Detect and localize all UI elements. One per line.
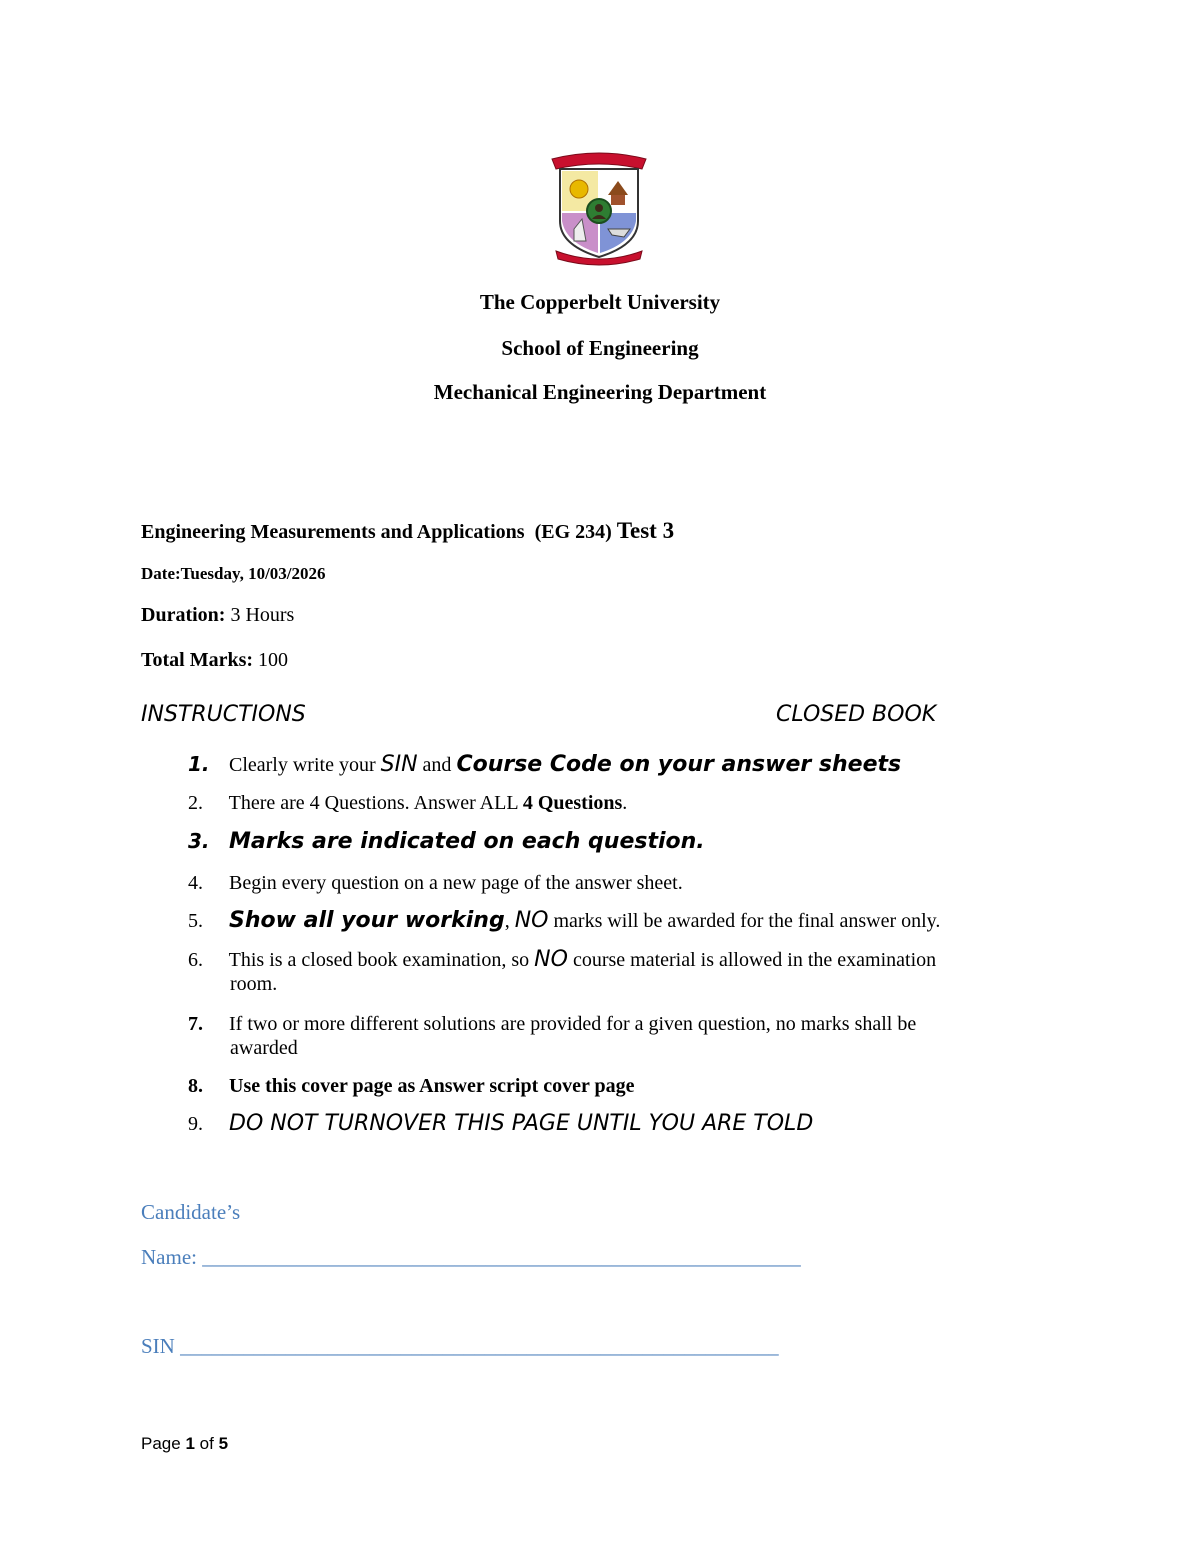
course-title: Engineering Measurements and Applications xyxy=(141,521,525,543)
item-number: 1. xyxy=(188,752,210,776)
item-text: DO NOT TURNOVER THIS PAGE UNTIL YOU ARE TOLD xyxy=(229,1111,814,1136)
instruction-item-1 xyxy=(188,752,1068,777)
instruction-item-5 xyxy=(188,909,1068,933)
item-text: Show all your working xyxy=(229,908,505,933)
duration-value: 3 Hours xyxy=(230,604,295,626)
instruction-item-7 xyxy=(188,1012,1068,1060)
page-label: Page xyxy=(141,1434,181,1453)
sin-label: SIN xyxy=(141,1334,175,1358)
sin-field[interactable] xyxy=(141,1334,779,1359)
page-footer xyxy=(141,1434,228,1454)
item-text: Use this cover page as Answer script cover page xyxy=(229,1075,635,1097)
school-name: School of Engineering xyxy=(501,336,699,360)
item-text: If two or more different solutions are provided for a given question, no marks shall be xyxy=(229,1013,917,1035)
total-marks-label: Total Marks: xyxy=(141,649,254,671)
item-text: room. xyxy=(230,973,278,995)
university-crest-icon xyxy=(546,145,652,267)
candidate-label: Candidate’s xyxy=(141,1200,241,1224)
sin-underline: _________________________________________________________ xyxy=(180,1334,779,1358)
total-marks-line xyxy=(141,649,288,672)
date-label: Date: xyxy=(141,564,181,583)
instruction-item-4 xyxy=(188,871,1068,895)
total-marks-value: 100 xyxy=(258,649,289,671)
instruction-item-8 xyxy=(188,1074,1068,1098)
instruction-item-2 xyxy=(188,791,1068,815)
item-text: 4 Questions xyxy=(522,792,623,814)
department-name: Mechanical Engineering Department xyxy=(433,380,767,404)
item-text: , xyxy=(504,910,510,932)
item-text: SIN xyxy=(380,752,418,777)
instruction-item-6 xyxy=(188,948,1068,996)
course-line xyxy=(141,518,674,544)
course-code: (EG 234) xyxy=(534,521,612,543)
item-text: and xyxy=(422,754,452,776)
item-text: NO xyxy=(514,908,549,933)
name-field[interactable] xyxy=(141,1245,801,1270)
item-text: awarded xyxy=(230,1037,298,1059)
item-text: Course Code on your answer sheets xyxy=(456,752,902,777)
date-line xyxy=(141,564,326,584)
university-name: The Copperbelt University xyxy=(479,290,721,314)
of-label: of xyxy=(199,1434,214,1453)
item-text: Clearly write your xyxy=(229,754,376,776)
instruction-item-9 xyxy=(188,1112,1068,1136)
item-number: 9. xyxy=(188,1113,203,1135)
test-label: Test 3 xyxy=(616,518,675,543)
item-text: This is a closed book examination, so xyxy=(228,949,530,971)
name-label: Name: xyxy=(141,1245,197,1269)
item-number: 3. xyxy=(188,829,210,853)
duration-line xyxy=(141,604,294,627)
page-total: 5 xyxy=(218,1434,229,1453)
page-number: 1 xyxy=(185,1434,195,1453)
duration-label: Duration: xyxy=(141,604,226,626)
instructions-heading: INSTRUCTIONS xyxy=(141,702,306,727)
item-number: 8. xyxy=(188,1075,203,1097)
item-text: course material is allowed in the examination xyxy=(572,949,937,971)
instruction-item-3 xyxy=(188,829,1068,854)
item-text: Marks are indicated on each question. xyxy=(229,829,705,854)
item-number: 7. xyxy=(188,1013,203,1035)
item-number: 6. xyxy=(188,949,203,971)
name-underline: _________________________________________________________ xyxy=(202,1245,801,1269)
closed-book-label: CLOSED BOOK xyxy=(776,702,937,727)
item-number: 5. xyxy=(188,910,203,932)
item-number: 4. xyxy=(188,872,203,894)
date-value: Tuesday, 10/03/2026 xyxy=(180,564,326,583)
item-text: marks will be awarded for the final answer only. xyxy=(553,910,941,932)
item-text: Begin every question on a new page of the answer sheet. xyxy=(229,872,683,894)
item-text: . xyxy=(622,792,628,814)
item-number: 2. xyxy=(188,792,203,814)
item-text: There are 4 Questions. Answer ALL xyxy=(228,792,518,814)
item-text: NO xyxy=(534,947,568,972)
